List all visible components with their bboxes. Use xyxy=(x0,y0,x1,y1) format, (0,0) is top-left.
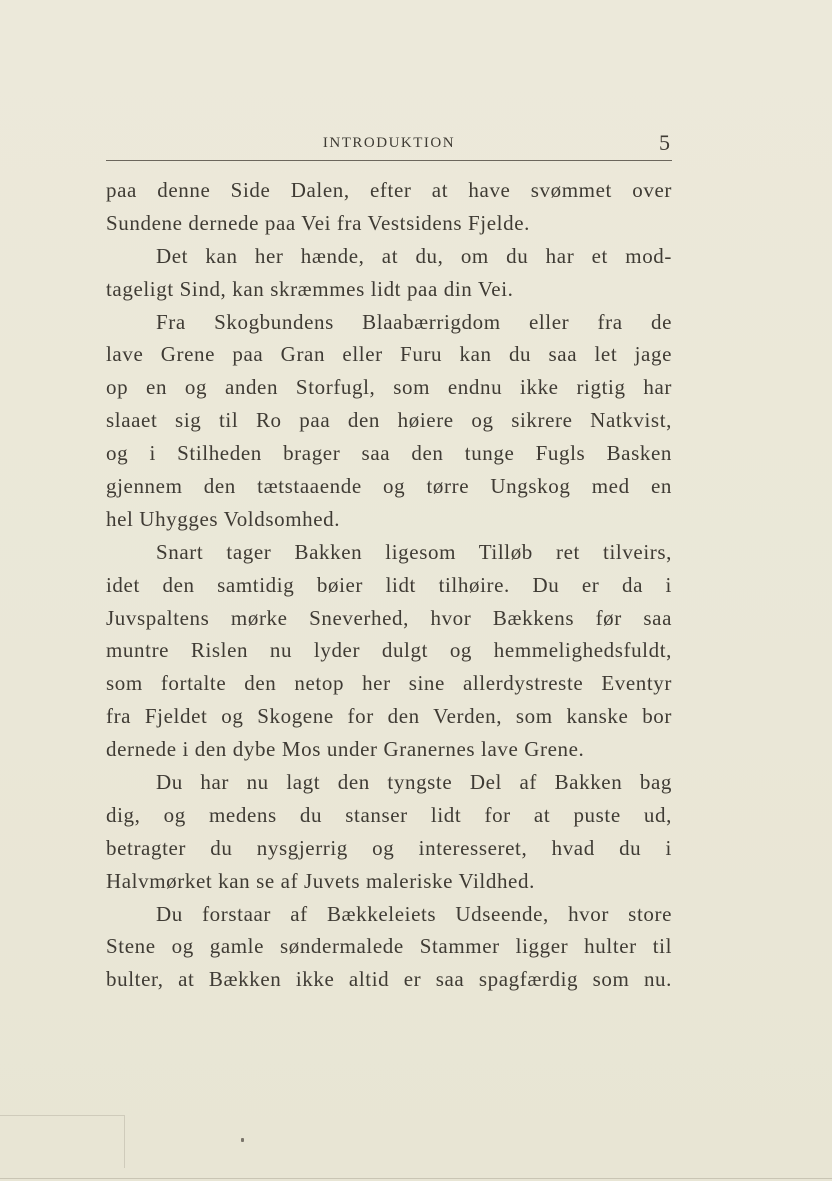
text-line: Halvmørket kan se af Juvets maleriske Vildhed. xyxy=(106,868,535,893)
text-line: Sundene dernede paa Vei fra Vestsidens Fjelde. xyxy=(106,210,530,235)
text-line: slaaet sig til Ro paa den høiere og sikrere Natkvist, xyxy=(106,408,672,433)
page-edge-shadow xyxy=(0,1115,125,1168)
text-line: lave Grene paa Gran eller Furu kan du saa let jage xyxy=(106,342,672,367)
page-bottom-edge xyxy=(0,1178,832,1179)
text-line: Juvspaltens mørke Sneverhed, hvor Bækkens før saa xyxy=(106,605,672,630)
text-line: betragter du nysgjerrig og interesseret, hvad du i xyxy=(106,835,672,860)
text-line: op en og anden Storfugl, som endnu ikke rigtig har xyxy=(106,375,672,400)
text-line: og i Stilheden brager saa den tunge Fugls Basken xyxy=(106,441,672,466)
running-header xyxy=(106,130,672,161)
body-text xyxy=(106,174,672,996)
text-line: dig, og medens du stanser lidt for at puste ud, xyxy=(106,802,672,827)
text-line: hel Uhygges Voldsomhed. xyxy=(106,506,341,531)
text-line: gjennem den tætstaaende og tørre Ungskog med en xyxy=(106,474,672,499)
text-line: dernede i den dybe Mos under Granernes lave Grene. xyxy=(106,737,585,762)
text-line: Det kan her hænde, at du, om du har et mod- xyxy=(156,243,672,268)
text-line: Fra Skogbundens Blaabærrigdom eller fra de xyxy=(156,309,672,334)
running-title: INTRODUKTION xyxy=(322,135,456,151)
text-line: Snart tager Bakken ligesom Tilløb ret tilveirs, xyxy=(156,539,672,564)
text-line: paa denne Side Dalen, efter at have svømmet over xyxy=(106,178,672,202)
text-line: bulter, at Bækken ikke altid er saa spagfærdig som nu. xyxy=(106,967,672,992)
text-line: muntre Rislen nu lyder dulgt og hemmelighedsfuldt, xyxy=(106,638,672,663)
text-line: Stene og gamle søndermalede Stammer ligger hulter til xyxy=(106,934,672,959)
text-line: tageligt Sind, kan skræmmes lidt paa din Vei. xyxy=(106,276,514,301)
text-line: Du forstaar af Bækkeleiets Udseende, hvor store xyxy=(156,901,672,926)
ink-speck xyxy=(241,1138,244,1142)
text-line: Du har nu lagt den tyngste Del af Bakken bag xyxy=(156,770,672,795)
text-line: som fortalte den netop her sine allerdystreste Eventyr xyxy=(106,671,672,696)
page-number: 5 xyxy=(659,130,670,155)
text-line: idet den samtidig bøier lidt tilhøire. Du er da i xyxy=(106,572,672,597)
text-line: fra Fjeldet og Skogene for den Verden, som kanske bor xyxy=(106,704,672,729)
